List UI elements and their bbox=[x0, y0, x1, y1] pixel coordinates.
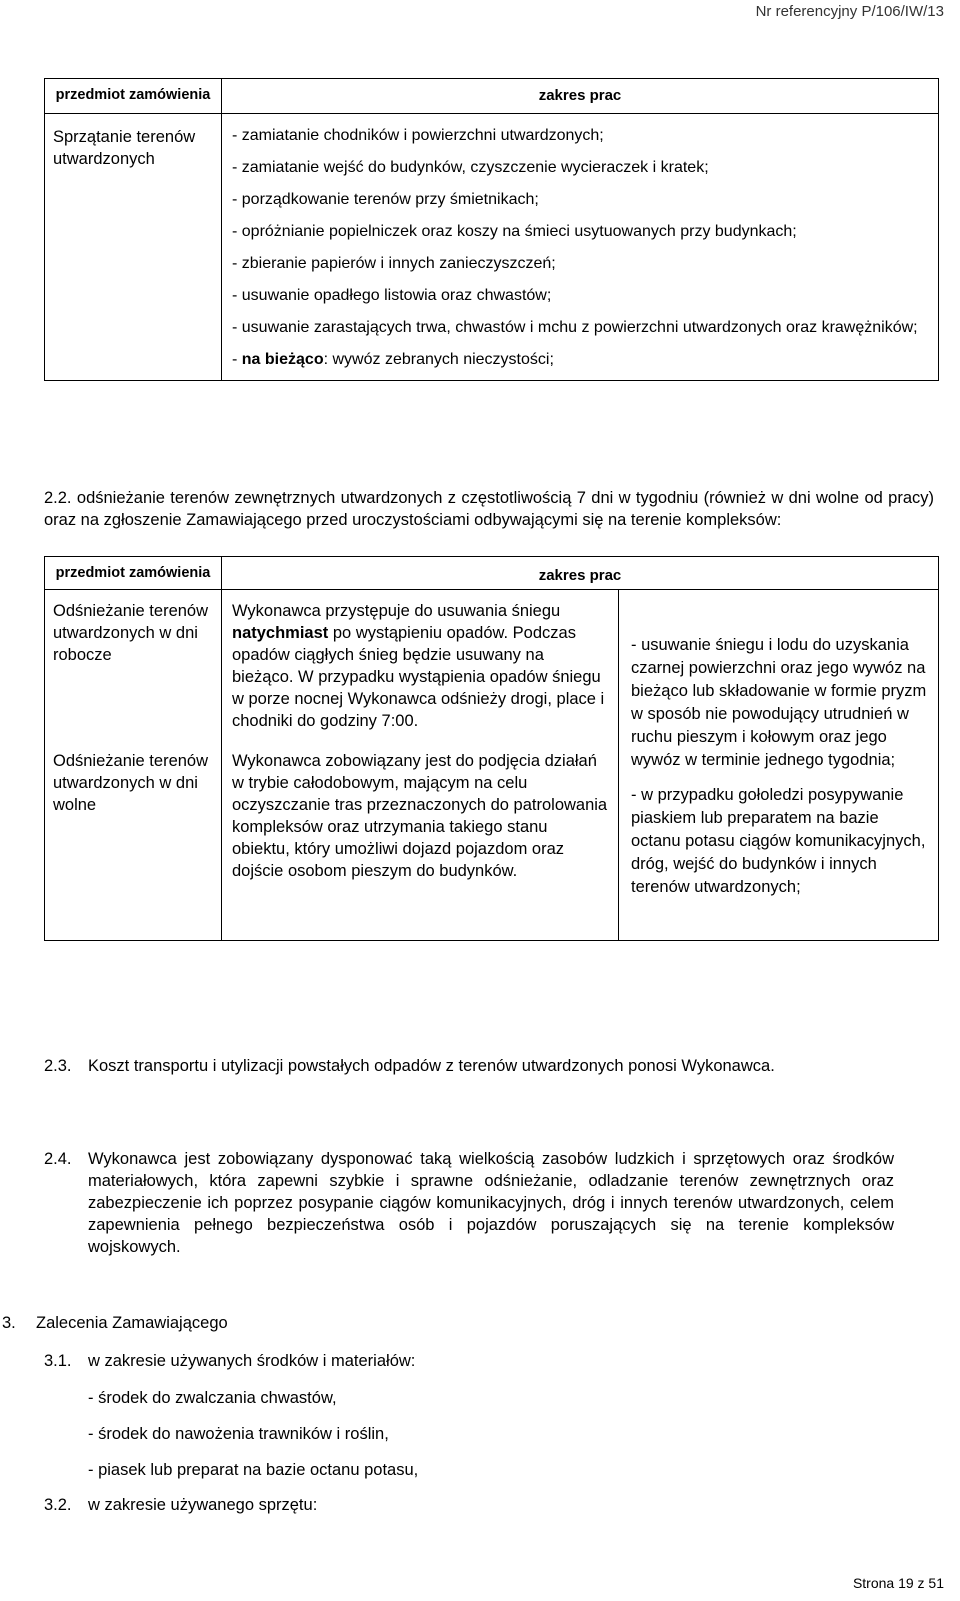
table-row bbox=[45, 114, 939, 381]
section-number: 3. bbox=[2, 1314, 16, 1332]
cleaning-scope-table bbox=[44, 78, 939, 381]
section-3-heading bbox=[2, 1312, 228, 1334]
snow-removal-table bbox=[44, 556, 939, 941]
section-text: odśnieżanie terenów zewnętrznych utwardzonych z częstotliwością 7 dni w tygodniu (również w dni wolne od pracy) oraz na zgłoszenie Zamawiającego przed uroczystościami odbywającymi się na terenie kompleksów: bbox=[44, 489, 934, 529]
section-number: 3.1. bbox=[44, 1352, 72, 1370]
list-item: - usuwanie zarastających trwa, chwastów i mchu z powierzchni utwardzonych oraz krawężników; bbox=[232, 319, 918, 336]
section-number: 2.2. bbox=[44, 489, 72, 507]
section-3-1-heading bbox=[44, 1350, 415, 1372]
page-number: Strona 19 z 51 bbox=[852, 1575, 944, 1591]
header-subject: przedmiot zamówienia bbox=[45, 79, 222, 114]
list-item: - zbieranie papierów i innych zanieczyszczeń; bbox=[232, 255, 556, 272]
list-item: - zamiatanie wejść do budynków, czyszczenie wycieraczek i kratek; bbox=[232, 159, 709, 176]
section-2-4 bbox=[44, 1148, 894, 1258]
section-number: 3.2. bbox=[44, 1496, 72, 1514]
table-row bbox=[45, 590, 939, 737]
list-item-prefix: - bbox=[232, 351, 242, 368]
subject-cell: Odśnieżanie terenów utwardzonych w dni robocze bbox=[45, 590, 222, 737]
section-title: w zakresie używanych środków i materiałów: bbox=[88, 1352, 416, 1370]
section-2-3 bbox=[44, 1055, 894, 1077]
list-item: - usuwanie śniegu i lodu do uzyskania czarnej powierzchni oraz jego wywóz na bieżąco lub składowanie w formie pryzm w sposób nie powodujący utrudnień w ruchu pieszym i kołowym oraz jego wywóz w terminie jednego tygodnia; bbox=[631, 636, 927, 769]
list-item: - porządkowanie terenów przy śmietnikach; bbox=[232, 191, 539, 208]
section-number: 2.4. bbox=[44, 1150, 72, 1168]
section-title: Zalecenia Zamawiającego bbox=[36, 1314, 228, 1332]
header-scope: zakres prac bbox=[222, 79, 939, 114]
list-item: - w przypadku gołoledzi posypywanie piaskiem lub preparatem na bazie octanu potasu ciągów komunikacyjnych, dróg, wejść do budynków i innych terenów utwardzonych; bbox=[631, 786, 926, 896]
list-item: - środek do nawożenia trawników i roślin, bbox=[88, 1425, 389, 1443]
list-item: - piasek lub preparat na bazie octanu potasu, bbox=[88, 1461, 419, 1479]
table-header-row bbox=[45, 79, 939, 114]
list-item-text: : wywóz zebranych nieczystości; bbox=[323, 351, 554, 368]
section-3-2-heading bbox=[44, 1494, 317, 1516]
header-subject: przedmiot zamówienia bbox=[45, 557, 222, 590]
description-cell: Wykonawca zobowiązany jest do podjęcia działań w trybie całodobowym, mającym na celu oczyszczanie tras przeznaczonych do patrolowania kompleksów oraz utrzymania takiego stanu obiektu, który umożliwi dojazd pojazdom oraz dojście osobom pieszym do budynków. bbox=[222, 736, 619, 941]
description-cell bbox=[222, 590, 619, 737]
description-emphasis: natychmiast bbox=[232, 624, 329, 642]
section-text: Koszt transportu i utylizacji powstałych odpadów z terenów utwardzonych ponosi Wykonawca. bbox=[88, 1057, 775, 1075]
section-title: w zakresie używanego sprzętu: bbox=[88, 1496, 318, 1514]
scope-cell bbox=[619, 590, 939, 941]
subject-cell: Sprzątanie terenów utwardzonych bbox=[45, 114, 222, 381]
subject-cell: Odśnieżanie terenów utwardzonych w dni wolne bbox=[45, 736, 222, 941]
list-item bbox=[232, 350, 928, 370]
list-item: - opróżnianie popielniczek oraz koszy na śmieci usytuowanych przy budynkach; bbox=[232, 223, 797, 240]
reference-number: Nr referencyjny P/106/IW/13 bbox=[755, 3, 944, 20]
description-text: Wykonawca przystępuje do usuwania śniegu bbox=[232, 602, 561, 620]
section-text: Wykonawca jest zobowiązany dysponować taką wielkością zasobów ludzkich i sprzętowych oraz środków materiałowych, która zapewni szybkie i sprawne odśnieżanie, odladzanie terenów zewnętrznych oraz zabezpieczenie ich poprzez posypanie ciągów komunikacyjnych, dróg i innych terenów utwardzonych, celem zapewnienia pełnego bezpieczeństwa osób i pojazdów poruszających się na terenie kompleksów wojskowych. bbox=[88, 1150, 894, 1256]
section-number: 2.3. bbox=[44, 1057, 72, 1075]
list-item: - zamiatanie chodników i powierzchni utwardzonych; bbox=[232, 127, 604, 144]
list-item-emphasis: na bieżąco bbox=[241, 351, 324, 368]
scope-list bbox=[222, 114, 939, 381]
header-scope: zakres prac bbox=[222, 557, 939, 590]
section-2-2 bbox=[44, 487, 934, 531]
table-header-row bbox=[45, 557, 939, 590]
list-item: - usuwanie opadłego listowia oraz chwastów; bbox=[232, 287, 552, 304]
list-item: - środek do zwalczania chwastów, bbox=[88, 1389, 337, 1407]
description-text: po wystąpieniu opadów. Podczas opadów ciągłych śnieg będzie usuwany na bieżąco. W przypadku wystąpienia opadów śniegu w porze nocnej Wykonawca odśnieży drogi, place i chodniki do godziny 7:00. bbox=[232, 624, 605, 730]
